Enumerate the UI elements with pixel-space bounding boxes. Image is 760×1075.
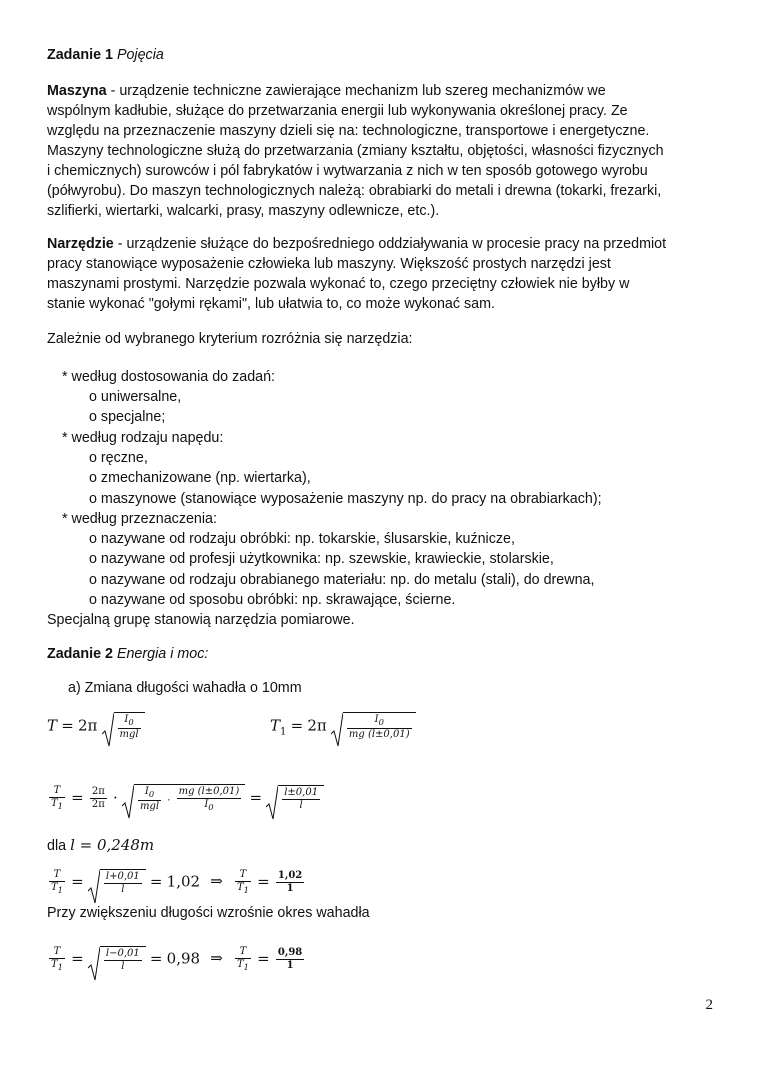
narzedzie-line-2: pracy stanowiące wyposażenie człowieka lub maszyny. Większość prostych narzędzi jest bbox=[47, 256, 611, 272]
task2-title: Energia i moc: bbox=[116, 646, 209, 662]
page-number: 2 bbox=[705, 997, 713, 1013]
subtask-a: a) Zmiana długości wahadła o 10mm bbox=[68, 680, 302, 696]
symbol-T: T bbox=[47, 716, 58, 735]
list-item: o nazywane od profesji użytkownika: np. szewskie, krawieckie, stolarskie, bbox=[89, 551, 554, 567]
maszyna-line-5: i chemicznych) surowców i pól fabrykatów i wytwarzania z nich w ten sposób gotowego wyrobu bbox=[47, 163, 648, 179]
equation-period bbox=[47, 712, 145, 741]
sqrt: $\frac{l\pm 0,01}{l}$ bbox=[266, 785, 324, 812]
special-group-note: Specjalną grupę stanowią narzędzia pomiarowe. bbox=[47, 612, 355, 628]
maszyna-line-6: (półwyrobu). Do maszyn technologicznych należą: obrabiarki do metali i drewna (tokarki, frezarki, bbox=[47, 183, 662, 199]
two-pi: 2π bbox=[77, 716, 98, 735]
dla-line bbox=[47, 835, 154, 856]
list-item: o maszynowe (stanowiące wyposażenie maszyny np. do pracy na obrabiarkach); bbox=[89, 491, 602, 507]
dla-label: dla bbox=[47, 838, 67, 854]
narzedzie-line-4: stanie wykonać "gołymi rękami", lub ułatwia to, co może wykonać sam. bbox=[47, 296, 495, 312]
equation-ratio: $\frac{T}{T_1}$ = $\frac{2\pi}{2\pi}$ · $\frac{I_0}{\text{mgl}}$ · $\frac{mg (l\pm 0,01)}{I_0}$ = $\frac{l\pm 0,01}{l}$ bbox=[47, 784, 324, 813]
criteria-intro: Zależnie od wybranego kryterium rozróżnia się narzędzia: bbox=[47, 331, 413, 347]
length-value: l = 0,248m bbox=[70, 836, 155, 854]
symbol-T1: T bbox=[270, 716, 281, 735]
narzedzie-line-3: maszynami prostymi. Narzędzie pozwala wykonać to, czego przeciętny człowiek nie byłby w bbox=[47, 276, 630, 292]
list-item: o specjalne; bbox=[89, 409, 166, 425]
equals-sign: = bbox=[61, 716, 74, 735]
equation-period-changed: $T_1 = 2\pi$ $\frac{I_0}{mg (l\pm 0,01)}$ bbox=[270, 712, 416, 741]
sqrt: $\frac{l+0,01}{l}$ bbox=[88, 869, 146, 896]
list-item: o nazywane od rodzaju obrabianego materiału: np. do metalu (stali), do drewna, bbox=[89, 572, 595, 588]
task1-label: Zadanie 1 bbox=[47, 47, 113, 63]
maszyna-line-7: szlifierki, wiertarki, walcarki, prasy, maszyny odlewnicze, etc.). bbox=[47, 203, 440, 219]
list-item: o nazywane od rodzaju obróbki: np. tokarskie, ślusarskie, kuźnicze, bbox=[89, 531, 515, 547]
list-item: o ręczne, bbox=[89, 450, 148, 466]
list-item: o zmechanizowane (np. wiertarka), bbox=[89, 470, 311, 486]
list-item: o nazywane od sposobu obróbki: np. skrawające, ścierne. bbox=[89, 592, 456, 608]
task1-title: Pojęcia bbox=[116, 47, 164, 63]
increase-note: Przy zwiększeniu długości wzrośnie okres wahadła bbox=[47, 905, 370, 921]
narzedzie-line-1 bbox=[47, 234, 666, 254]
sqrt: $\frac{I_0}{mg (l\pm 0,01)}$ bbox=[331, 712, 416, 741]
maszyna-text: - urządzenie techniczne zawierające mechanizm lub szereg mechanizmów we bbox=[106, 83, 606, 99]
sqrt: $\frac{l-0,01}{l}$ bbox=[88, 946, 146, 973]
maszyna-line-1 bbox=[47, 81, 606, 101]
sqrt: $\frac{I_0}{\text{mgl}}$ bbox=[102, 712, 145, 741]
maszyna-line-4: Maszyny technologiczne służą do przetwarzania (zmiany kształtu, objętości, własności fizycznych bbox=[47, 143, 664, 159]
list-item: o uniwersalne, bbox=[89, 389, 182, 405]
task2-heading bbox=[47, 644, 208, 664]
equation-decrease: $\frac{T}{T_1}$ = $\frac{l-0,01}{l}$ = 0,98 ⇒ $\frac{T}{T_1}$ = $\frac{0,98}{1}$ bbox=[47, 946, 306, 973]
narzedzie-text: - urządzenie służące do bezpośredniego oddziaływania w procesie pracy na przedmiot bbox=[113, 236, 667, 252]
task2-label: Zadanie 2 bbox=[47, 646, 113, 662]
list-item: * według przeznaczenia: bbox=[62, 511, 217, 527]
maszyna-line-2: wspólnym kadłubie, służące do przetwarzania energii lub wykonywania określonej pracy. Ze bbox=[47, 103, 628, 119]
maszyna-line-3: względu na przeznaczenie maszyny dzieli się na: technologiczne, transportowe i energetyczne. bbox=[47, 123, 650, 139]
list-item: * według dostosowania do zadań: bbox=[62, 369, 276, 385]
maszyna-term: Maszyna bbox=[47, 83, 107, 99]
sqrt: $\frac{I_0}{\text{mgl}}$ · $\frac{mg (l\pm 0,01)}{I_0}$ bbox=[122, 784, 245, 813]
narzedzie-term: Narzędzie bbox=[47, 236, 114, 252]
equation-increase: $\frac{T}{T_1}$ = $\frac{l+0,01}{l}$ = 1,02 ⇒ $\frac{T}{T_1}$ = $\frac{1,02}{1}$ bbox=[47, 869, 306, 896]
list-item: * według rodzaju napędu: bbox=[62, 430, 224, 446]
task1-heading bbox=[47, 45, 164, 65]
